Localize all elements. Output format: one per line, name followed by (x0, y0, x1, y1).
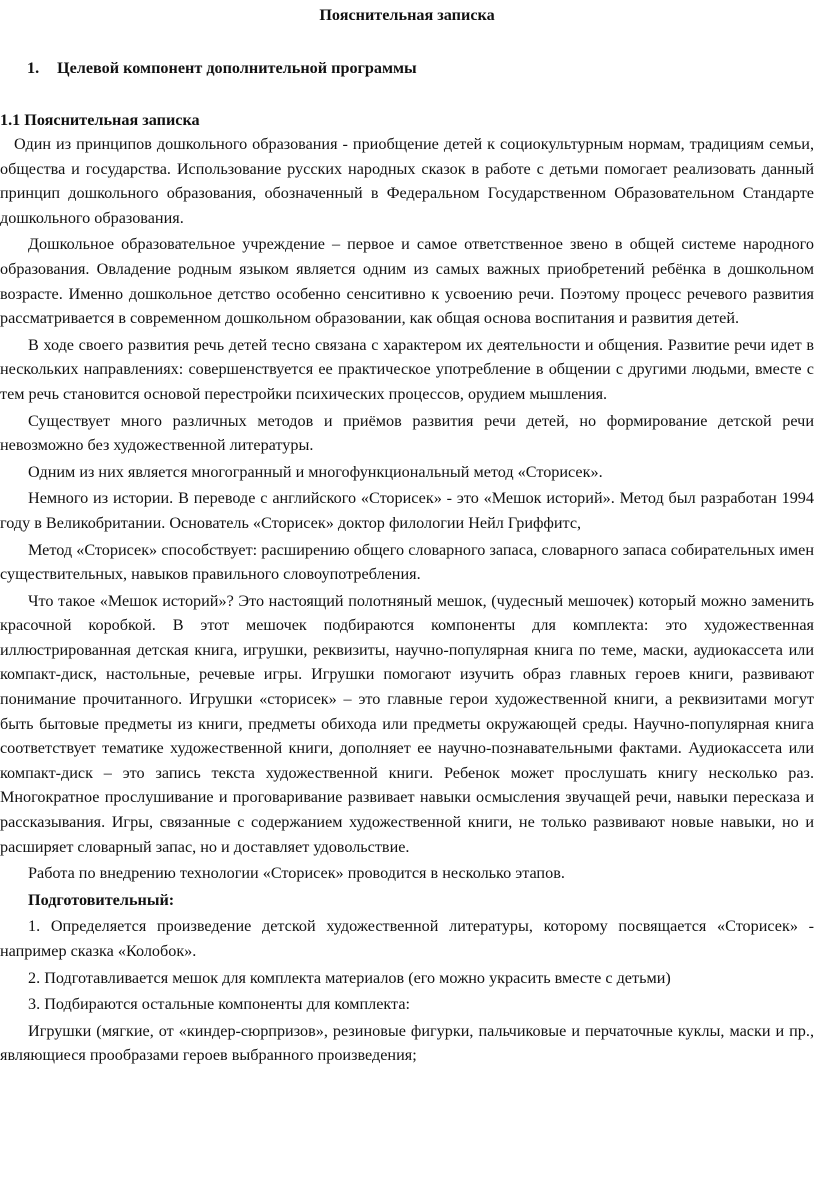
paragraph: Игрушки (мягкие, от «киндер-сюрпризов», резиновые фигурки, пальчиковые и перчаточные куклы, маски и пр., являющиеся прообразами героев выбранного произведения; (0, 1021, 814, 1065)
paragraph: Немного из истории. В переводе с английского «Сторисек» - это «Мешок историй». Метод был разработан 1994 году в Великобритании. Основатель «Сторисек» доктор филологии Нейл Гриффитс, (0, 489, 814, 532)
paragraph: В ходе своего развития речь детей тесно связана с характером их деятельности и общения. Развитие речи идет в нескольких направлениях: совершенствуется ее практическое употребление в общении с другими людьми, вместе с тем речь становится основой перестройки психических процессов, орудием мышления. (0, 335, 814, 403)
section-heading (27, 58, 814, 78)
paragraph: Что такое «Мешок историй»? Это настоящий полотняный мешок, (чудесный мешочек) который можно заменить красочной коробкой. В этот мешочек подбираются компоненты для комплекта: это художественная иллюстрированная детская книга, игрушки, реквизиты, научно-популярная книга по теме, маски, аудиокассета или компакт-диск, настольные, речевые игры. Игрушки помогают изучить образ главных героев книги, развивают понимание прочитанного. Игрушки «сторисек» – это главные герои художественной книги, а реквизитами могут быть бытовые предметы из книги, предметы обихода или предметы окружающей среды. Научно-популярная книга соответствует тематике художественной книги, дополняет ее научно-познавательными фактами. Аудиокассета или компакт-диск – это запись текста художественной книги. Ребенок может прослушать книгу несколько раз. Многократное прослушивание и проговаривание развивает навыки осмысления звучащей речи, навыки пересказа и рассказывания. Игры, связанные с содержанием художественной книги, не только развивают новые навыки, но и расширяет словарный запас, но и доставляет удовольствие. (0, 591, 814, 856)
paragraph: Существует много различных методов и приёмов развития речи детей, но формирование детской речи невозможно без художественной литературы. (0, 411, 814, 455)
document-body (0, 132, 814, 1068)
paragraph: Одним из них является многогранный и многофункциональный метод «Сторисек». (28, 462, 603, 481)
list-item: 1. Определяется произведение детской художественной литературы, которому посвящается «Сторисек» - например сказка «Колобок». (0, 917, 814, 960)
section-title: Целевой компонент дополнительной программы (57, 59, 417, 77)
paragraph: Работа по внедрению технологии «Сторисек» проводится в несколько этапов. (28, 864, 565, 883)
stage-label: Подготовительный: (28, 890, 175, 909)
list-item: 2. Подготавливается мешок для комплекта материалов (его можно украсить вместе с детьми) (28, 968, 671, 987)
document-title: Пояснительная записка (319, 6, 495, 24)
paragraph: Метод «Сторисек» способствует: расширению общего словарного запаса, словарного запаса собирательных имен существительных, навыков правильного словоупотребления. (0, 540, 814, 584)
paragraph: Дошкольное образовательное учреждение – первое и самое ответственное звено в общей системе народного образования. Овладение родным языком является одним из самых важных приобретений ребёнка в дошкольном возрасте. Именно дошкольное детство особенно сенситивно к усвоению речи. Поэтому процесс речевого развития рассматривается в современном дошкольном образовании, как общая основа воспитания и развития детей. (0, 235, 814, 328)
paragraph: Один из принципов дошкольного образования - приобщение детей к социокультурным нормам, традициям семьи, общества и государства. Использование русских народных сказок в работе с детьми помогает реализовать данный принцип дошкольного образования, обозначенный в Федеральном Государственном Образовательном Стандарте дошкольного образования. (0, 135, 814, 227)
section-number: 1. (27, 59, 40, 77)
list-item: 3. Подбираются остальные компоненты для комплекта: (28, 995, 411, 1014)
subsection-heading: 1.1 Пояснительная записка (0, 111, 200, 129)
